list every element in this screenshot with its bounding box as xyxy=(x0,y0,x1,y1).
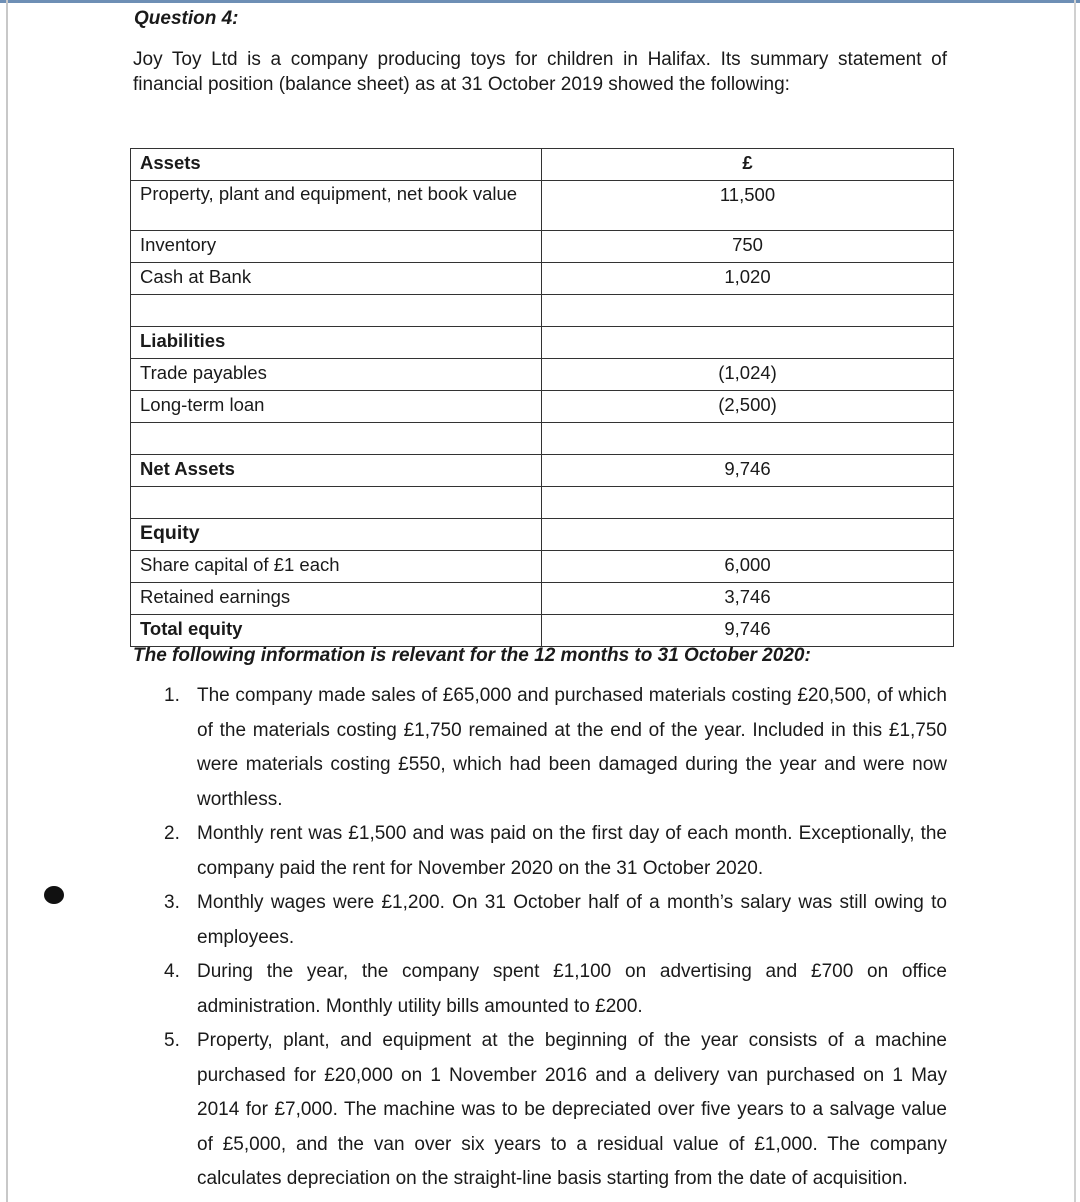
row-label: Retained earnings xyxy=(131,583,542,615)
margin-dot-mark xyxy=(44,886,64,904)
table-row xyxy=(131,263,954,295)
list-item-text: During the year, the company spent £1,100 on advertising and £700 on office administration. Monthly utility bills amounted to £200. xyxy=(197,961,947,1017)
table-row xyxy=(131,231,954,263)
list-item xyxy=(164,955,947,1024)
row-value: 1,020 xyxy=(542,263,954,295)
row-value: 750 xyxy=(542,231,954,263)
table-row xyxy=(131,181,954,231)
list-item-number: 1. xyxy=(164,685,180,706)
list-item-text: Monthly wages were £1,200. On 31 October half of a month’s salary was still owing to employees. xyxy=(197,892,947,948)
row-label-liabilities: Liabilities xyxy=(131,327,542,359)
row-value xyxy=(542,327,954,359)
row-value xyxy=(542,519,954,551)
currency-header: £ xyxy=(542,149,954,181)
row-value: (2,500) xyxy=(542,391,954,423)
table-row xyxy=(131,359,954,391)
row-label: Inventory xyxy=(131,231,542,263)
table-row xyxy=(131,391,954,423)
row-label: Cash at Bank xyxy=(131,263,542,295)
list-item xyxy=(164,886,947,955)
row-value: 6,000 xyxy=(542,551,954,583)
table-row xyxy=(131,551,954,583)
table-row xyxy=(131,327,954,359)
list-item xyxy=(164,1024,947,1197)
row-label xyxy=(131,487,542,519)
list-item xyxy=(164,817,947,886)
row-label: Trade payables xyxy=(131,359,542,391)
row-label-assets: Assets xyxy=(131,149,542,181)
list-item-number: 5. xyxy=(164,1030,180,1051)
row-value: 11,500 xyxy=(542,181,954,231)
question-intro: Joy Toy Ltd is a company producing toys for children in Halifax. Its summary statement of financial position (balance sheet) as at 31 October 2019 showed the following: xyxy=(133,49,947,95)
question-title: Question 4: xyxy=(134,8,239,29)
list-item xyxy=(164,679,947,817)
row-value xyxy=(542,423,954,455)
table-row-empty xyxy=(131,487,954,519)
table-row xyxy=(131,455,954,487)
info-heading: The following information is relevant for the 12 months to 31 October 2020: xyxy=(133,645,811,666)
table-row-empty xyxy=(131,423,954,455)
balance-sheet-table xyxy=(130,148,954,647)
row-value: 3,746 xyxy=(542,583,954,615)
row-label: Share capital of £1 each xyxy=(131,551,542,583)
row-label-total-equity: Total equity xyxy=(131,615,542,647)
info-list xyxy=(164,679,947,1197)
row-label: Property, plant and equipment, net book value xyxy=(131,181,542,231)
row-label-equity: Equity xyxy=(131,519,542,551)
page-top-border xyxy=(0,0,1080,3)
table-row xyxy=(131,583,954,615)
row-value: 9,746 xyxy=(542,455,954,487)
row-label xyxy=(131,423,542,455)
list-item-number: 4. xyxy=(164,961,180,982)
list-item-number: 3. xyxy=(164,892,180,913)
table-row xyxy=(131,615,954,647)
row-value: 9,746 xyxy=(542,615,954,647)
table-row xyxy=(131,149,954,181)
row-value: (1,024) xyxy=(542,359,954,391)
table-row-empty xyxy=(131,295,954,327)
page-left-border xyxy=(6,0,8,1202)
row-label: Long-term loan xyxy=(131,391,542,423)
row-label xyxy=(131,295,542,327)
list-item-number: 2. xyxy=(164,823,180,844)
list-item-text: The company made sales of £65,000 and purchased materials costing £20,500, of which of the materials costing £1,750 remained at the end of the year. Included in this £1,750 were materials costing £550, which had been damaged during the year and were now worthless. xyxy=(197,685,947,810)
page-right-border xyxy=(1074,0,1076,1202)
table-row xyxy=(131,519,954,551)
list-item-text: Property, plant, and equipment at the beginning of the year consists of a machine purchased for £20,000 on 1 November 2016 and a delivery van purchased on 1 May 2014 for £7,000. The machine was to be depreciated over five years to a salvage value of £5,000, and the van over six years to a residual value of £1,000. The company calculates depreciation on the straight-line basis starting from the date of acquisition. xyxy=(197,1030,947,1189)
row-value xyxy=(542,295,954,327)
row-label-net-assets: Net Assets xyxy=(131,455,542,487)
list-item-text: Monthly rent was £1,500 and was paid on the first day of each month. Exceptionally, the company paid the rent for November 2020 on the 31 October 2020. xyxy=(197,823,947,879)
row-value xyxy=(542,487,954,519)
